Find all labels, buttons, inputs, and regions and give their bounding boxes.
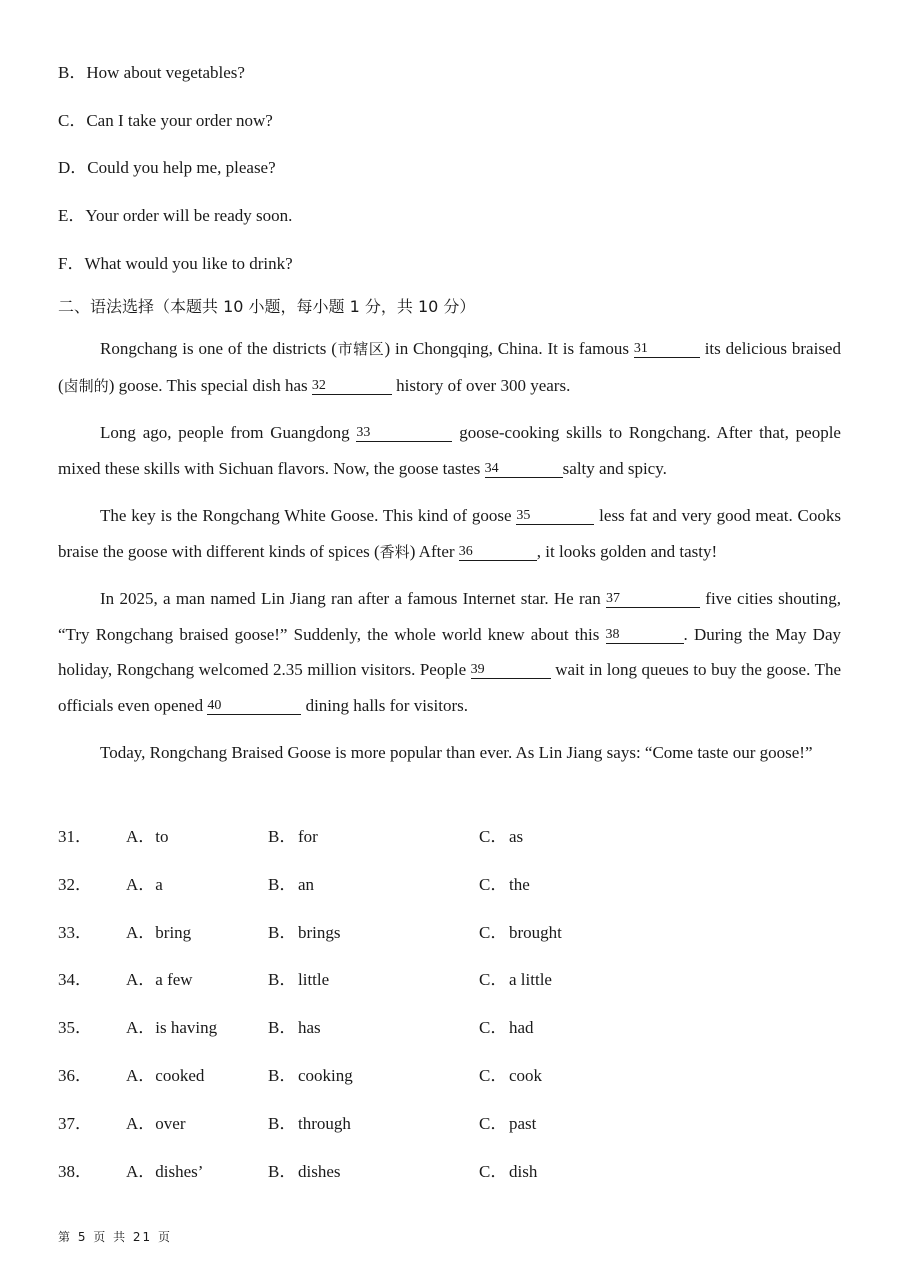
choice-letter: B． xyxy=(268,1162,297,1181)
choice-letter: A． xyxy=(126,970,156,989)
choice-a[interactable] xyxy=(126,969,193,991)
choice-letter: C． xyxy=(479,827,508,846)
question-number: 38． xyxy=(58,1162,92,1181)
blank-32[interactable]: 32 xyxy=(312,378,392,395)
question-number: 32． xyxy=(58,875,92,894)
passage-text: goose-cooking skills to Rongchang. After that, people mixed these skills with Sichuan flavors. Now, the goose tastes xyxy=(58,423,841,478)
section-title: 二、语法选择（本题共 10 小题，每小题 1 分，共 10 分） xyxy=(58,297,476,316)
dialogue-option xyxy=(58,253,293,275)
choice-letter: B． xyxy=(268,1066,297,1085)
question-number: 34． xyxy=(58,970,92,989)
blank-37[interactable]: 37 xyxy=(606,591,700,608)
choice-c[interactable]: brought xyxy=(509,923,562,942)
choice-letter: C． xyxy=(479,923,508,942)
blank-31[interactable]: 31 xyxy=(634,341,700,358)
choice-a[interactable] xyxy=(126,1113,186,1135)
passage-paragraph-5 xyxy=(58,735,841,771)
choice-letter: A． xyxy=(126,1114,156,1133)
blank-34[interactable]: 34 xyxy=(485,461,563,478)
choice-letter: C． xyxy=(479,1018,508,1037)
page-number-footer: 第 5 页 共 21 页 xyxy=(58,1230,172,1244)
question-row xyxy=(58,969,841,991)
option-letter: E． xyxy=(58,206,86,225)
passage-text: Today, Rongchang Braised Goose is more popular than ever. As Lin Jiang says: “Come taste our goose!” xyxy=(100,743,813,762)
choice-letter: B． xyxy=(268,875,297,894)
passage-text: wait in long queues to buy the goose. The officials even opened xyxy=(58,660,841,715)
choice-a[interactable] xyxy=(126,922,191,944)
option-letter: C． xyxy=(58,111,87,130)
choice-text: cooked xyxy=(155,1066,205,1085)
passage-paragraph-2 xyxy=(58,415,841,486)
choice-b[interactable]: dishes xyxy=(298,1162,341,1181)
dialogue-option xyxy=(58,62,245,84)
option-text: How about vegetables? xyxy=(86,63,245,82)
passage-text: In 2025, a man named Lin Jiang ran after a famous Internet star. He ran xyxy=(100,589,607,608)
dialogue-option xyxy=(58,157,276,179)
choice-letter: C． xyxy=(479,1114,508,1133)
passage-text: ) goose. This special dish has xyxy=(108,375,312,395)
choice-letter: A． xyxy=(126,923,156,942)
choice-letter: A． xyxy=(126,1162,156,1181)
passage-text: The key is the Rongchang White Goose. This kind of goose xyxy=(100,506,517,525)
passage-text: less fat and very good meat. Cooks braise the goose with different kinds of spices ( xyxy=(58,506,841,561)
option-text: Could you help me, please? xyxy=(87,158,276,177)
chinese-gloss: 市辖区 xyxy=(336,340,385,358)
choice-letter: C． xyxy=(479,970,508,989)
option-letter: D． xyxy=(58,158,88,177)
choice-c[interactable]: had xyxy=(509,1018,534,1037)
blank-36[interactable]: 36 xyxy=(459,544,537,561)
choice-letter: A． xyxy=(126,1018,156,1037)
blank-40[interactable]: 40 xyxy=(207,698,301,715)
passage-paragraph-4 xyxy=(58,581,841,723)
question-row xyxy=(58,1113,841,1135)
question-number: 36． xyxy=(58,1066,92,1085)
question-number: 31． xyxy=(58,827,92,846)
choice-letter: A． xyxy=(126,875,156,894)
passage-text: its delicious braised ( xyxy=(58,339,841,395)
question-row xyxy=(58,826,841,848)
option-text: What would you like to drink? xyxy=(84,254,293,273)
choice-text: a xyxy=(155,875,163,894)
passage-text: ) in Chongqing, China. It is famous xyxy=(384,339,634,358)
choice-b[interactable]: brings xyxy=(298,923,341,942)
chinese-gloss: 香料 xyxy=(379,542,410,561)
option-text: Can I take your order now? xyxy=(86,111,273,130)
passage-text: Long ago, people from Guangdong xyxy=(100,423,357,442)
blank-33[interactable]: 33 xyxy=(356,425,452,442)
choice-b[interactable]: an xyxy=(298,875,315,894)
blank-38[interactable]: 38 xyxy=(606,627,684,644)
passage-text: five cities shouting, “Try Rongchang braised goose!” Suddenly, the whole world knew about this xyxy=(58,589,841,644)
passage-text: salty and spicy. xyxy=(562,458,667,478)
blank-35[interactable]: 35 xyxy=(516,508,594,525)
question-row xyxy=(58,874,841,896)
passage-paragraph-1 xyxy=(58,331,841,404)
choice-text: is having xyxy=(155,1018,218,1037)
question-number: 35． xyxy=(58,1018,92,1037)
choice-letter: A． xyxy=(126,1066,156,1085)
question-row xyxy=(58,1161,841,1183)
choice-a[interactable] xyxy=(126,1065,204,1087)
choice-c[interactable]: past xyxy=(509,1114,537,1133)
choice-c[interactable]: a little xyxy=(509,970,552,989)
passage-text: ) After xyxy=(409,541,459,561)
blank-39[interactable]: 39 xyxy=(471,662,551,679)
choice-letter: B． xyxy=(268,827,297,846)
choice-letter: B． xyxy=(268,923,297,942)
question-number: 37． xyxy=(58,1114,92,1133)
dialogue-option xyxy=(58,110,273,132)
choice-text: over xyxy=(155,1114,186,1133)
chinese-gloss: 卤制的 xyxy=(63,376,109,395)
question-row xyxy=(58,1065,841,1087)
dialogue-option xyxy=(58,205,292,227)
option-letter: B． xyxy=(58,63,87,82)
choice-a[interactable] xyxy=(126,1161,203,1183)
passage-text: . During the May Day holiday, Rongchang welcomed 2.35 million visitors. People xyxy=(58,624,841,679)
choice-text: bring xyxy=(155,923,192,942)
choice-text: dishes’ xyxy=(155,1162,204,1181)
passage-text: Rongchang is one of the districts ( xyxy=(100,339,337,358)
choice-b[interactable]: cooking xyxy=(298,1066,353,1085)
choice-b[interactable]: little xyxy=(298,970,330,989)
choice-b[interactable]: through xyxy=(298,1114,351,1133)
choice-text: a few xyxy=(155,970,193,989)
option-letter: F． xyxy=(58,254,85,273)
choice-b[interactable]: has xyxy=(298,1018,321,1037)
choice-letter: B． xyxy=(268,1114,297,1133)
choice-c[interactable]: the xyxy=(509,875,530,894)
choice-letter: C． xyxy=(479,1162,508,1181)
choice-c[interactable]: dish xyxy=(509,1162,538,1181)
choice-letter: B． xyxy=(268,1018,297,1037)
passage-text: history of over 300 years. xyxy=(391,375,571,395)
choice-a[interactable] xyxy=(126,874,163,896)
question-number: 33． xyxy=(58,923,92,942)
choice-letter: A． xyxy=(126,827,156,846)
choice-a[interactable] xyxy=(126,826,169,848)
passage-text: , it looks golden and tasty! xyxy=(536,541,718,561)
question-row xyxy=(58,1017,841,1039)
choice-text: to xyxy=(155,827,169,846)
choice-letter: C． xyxy=(479,1066,508,1085)
passage-text: dining halls for visitors. xyxy=(301,695,469,715)
choice-a[interactable] xyxy=(126,1017,217,1039)
choice-b[interactable]: for xyxy=(298,827,318,846)
passage-paragraph-3 xyxy=(58,498,841,570)
choice-letter: C． xyxy=(479,875,508,894)
choice-letter: B． xyxy=(268,970,297,989)
option-text: Your order will be ready soon. xyxy=(85,206,293,225)
choice-c[interactable]: cook xyxy=(509,1066,543,1085)
question-row xyxy=(58,922,841,944)
choice-c[interactable]: as xyxy=(509,827,524,846)
